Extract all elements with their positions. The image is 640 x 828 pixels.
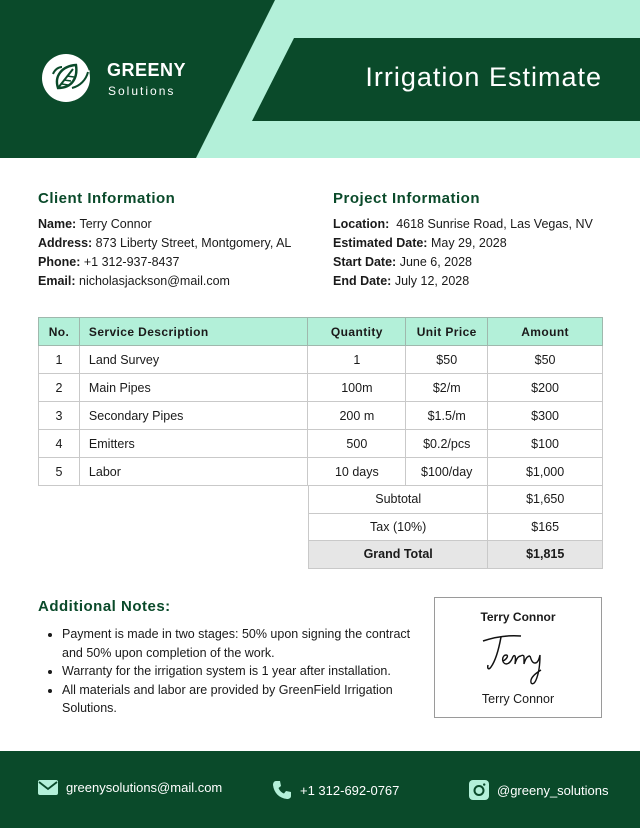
client-phone-label: Phone:	[38, 255, 81, 269]
client-phone: +1 312-937-8437	[83, 255, 180, 269]
row-amount: $50	[488, 346, 603, 374]
col-amount: Amount	[488, 318, 603, 346]
row-description: Secondary Pipes	[79, 402, 308, 430]
row-no: 3	[39, 402, 80, 430]
row-description: Main Pipes	[79, 374, 308, 402]
subtotal-value: $1,650	[488, 486, 603, 514]
subtotal-label: Subtotal	[309, 486, 488, 514]
row-amount: $100	[488, 430, 603, 458]
row-unit-price: $100/day	[406, 458, 488, 486]
table-header-row	[39, 318, 603, 346]
project-estimated-line	[333, 234, 593, 253]
row-quantity: 10 days	[308, 458, 406, 486]
row-no: 4	[39, 430, 80, 458]
table-row	[39, 458, 603, 486]
client-phone-line	[38, 253, 291, 272]
signature-image	[479, 630, 559, 688]
row-quantity: 1	[308, 346, 406, 374]
tax-row	[309, 513, 603, 541]
brand-tagline: Solutions	[108, 84, 176, 98]
col-no: No.	[39, 318, 80, 346]
totals-table	[308, 485, 603, 569]
row-no: 2	[39, 374, 80, 402]
project-start-label: Start Date:	[333, 255, 397, 269]
client-email-line	[38, 272, 291, 291]
client-name-label: Name:	[38, 217, 77, 231]
mail-icon	[38, 780, 58, 795]
client-info	[38, 215, 291, 291]
row-quantity: 100m	[308, 374, 406, 402]
footer-social-text[interactable]: @greeny_solutions	[497, 782, 609, 798]
client-name-line	[38, 215, 291, 234]
project-location-label: Location:	[333, 217, 390, 231]
instagram-icon	[469, 780, 489, 800]
row-amount: $1,000	[488, 458, 603, 486]
leaf-logo-icon	[42, 54, 98, 102]
row-amount: $300	[488, 402, 603, 430]
client-info-heading: Client Information	[38, 190, 176, 207]
row-amount: $200	[488, 374, 603, 402]
project-end-label: End Date:	[333, 274, 392, 288]
table-row	[39, 374, 603, 402]
project-estimated-label: Estimated Date:	[333, 236, 428, 250]
footer-social[interactable]	[469, 780, 608, 800]
row-unit-price: $2/m	[406, 374, 488, 402]
table-row	[39, 346, 603, 374]
row-quantity: 200 m	[308, 402, 406, 430]
row-no: 1	[39, 346, 80, 374]
project-start-line	[333, 253, 593, 272]
phone-icon	[272, 780, 292, 800]
brand-name: GREENY	[107, 60, 187, 80]
note-item: • Payment is made in two stages: 50% upon signing the contract and 50% upon completion of the work.	[62, 625, 412, 662]
table-row	[39, 430, 603, 458]
subtotal-row	[309, 486, 603, 514]
grand-total-value: $1,815	[488, 541, 603, 569]
row-description: Labor	[79, 458, 308, 486]
project-location-line	[333, 215, 593, 234]
project-location: 4618 Sunrise Road, Las Vegas, NV	[396, 217, 593, 231]
notes-heading: Additional Notes:	[38, 598, 171, 615]
client-address-line	[38, 234, 291, 253]
client-name: Terry Connor	[79, 217, 152, 231]
estimate-table	[38, 317, 603, 486]
header-banner	[0, 0, 640, 158]
signer-name-top: Terry Connor	[480, 610, 556, 624]
project-info	[333, 215, 593, 291]
notes-list	[62, 625, 412, 718]
footer	[0, 751, 640, 828]
footer-phone[interactable]	[272, 780, 399, 800]
tax-value: $165	[488, 513, 603, 541]
project-estimated-date: May 29, 2028	[430, 236, 507, 250]
footer-email-text[interactable]: greenysolutions@mail.com	[66, 780, 223, 795]
row-description: Emitters	[79, 430, 308, 458]
col-unit-price: Unit Price	[406, 318, 488, 346]
grand-total-label: Grand Total	[309, 541, 488, 569]
client-email: nicholasjackson@mail.com	[79, 274, 230, 288]
footer-phone-text[interactable]: +1 312-692-0767	[300, 782, 400, 798]
row-quantity: 500	[308, 430, 406, 458]
project-start-date: June 6, 2028	[399, 255, 472, 269]
signer-name-bottom: Terry Connor	[481, 692, 555, 706]
page-title: Irrigation Estimate	[365, 62, 602, 92]
client-address-label: Address:	[38, 236, 93, 250]
col-quantity: Quantity	[308, 318, 406, 346]
project-end-date: July 12, 2028	[394, 274, 470, 288]
tax-label: Tax (10%)	[309, 513, 488, 541]
note-item: • All materials and labor are provided by GreenField Irrigation Solutions.	[62, 681, 412, 718]
footer-email[interactable]	[38, 780, 222, 795]
row-unit-price: $0.2/pcs	[406, 430, 488, 458]
col-description: Service Description	[79, 318, 308, 346]
row-unit-price: $50	[406, 346, 488, 374]
client-email-label: Email:	[38, 274, 76, 288]
note-item: • Warranty for the irrigation system is 1 year after installation.	[62, 662, 412, 681]
table-row	[39, 402, 603, 430]
project-info-heading: Project Information	[333, 190, 481, 207]
client-address: 873 Liberty Street, Montgomery, AL	[95, 236, 292, 250]
grand-total-row	[309, 541, 603, 569]
project-end-line	[333, 272, 593, 291]
signature-box	[434, 597, 602, 718]
row-description: Land Survey	[79, 346, 308, 374]
row-no: 5	[39, 458, 80, 486]
row-unit-price: $1.5/m	[406, 402, 488, 430]
